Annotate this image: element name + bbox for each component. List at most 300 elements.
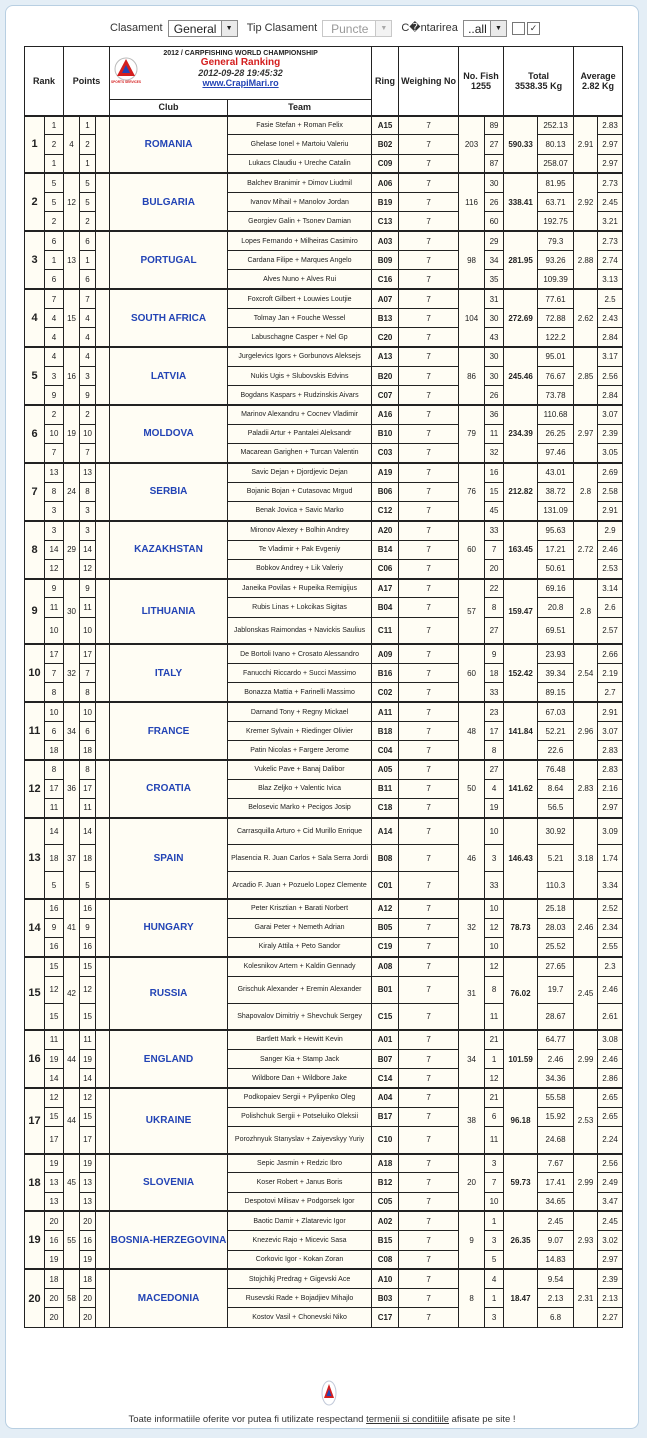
team-name: Garai Peter + Nemeth Adrian: [228, 918, 372, 937]
club-name: LITHUANIA: [110, 579, 228, 645]
ranking-datetime: 2012-09-28 19:45:32: [198, 68, 283, 78]
ring-cell: C12: [372, 501, 399, 520]
svg-text:SPORTS SERVICES: SPORTS SERVICES: [111, 80, 142, 84]
team-points: 20: [80, 1308, 96, 1327]
team-name: Nukis Ugis + Slubovskis Edvins: [228, 366, 372, 385]
team-total: 63.71: [538, 193, 574, 212]
country-points: 19: [64, 405, 80, 463]
weighing-cell: 7: [399, 1107, 459, 1126]
spacer-cell: [96, 760, 110, 818]
team-fish: 33: [485, 683, 504, 702]
team-rank: 2: [45, 212, 64, 231]
weighing-cell: 7: [399, 741, 459, 760]
country-total: 338.41: [504, 173, 538, 231]
club-name: BULGARIA: [110, 173, 228, 231]
country-total: 159.47: [504, 579, 538, 645]
cantarirea-label: C�ntarirea: [401, 22, 458, 35]
team-total: 50.61: [538, 559, 574, 578]
option-checkbox-2[interactable]: ✓: [527, 22, 540, 35]
team-fish: 27: [485, 760, 504, 779]
country-points: 4: [64, 116, 80, 174]
team-average: 2.24: [598, 1127, 623, 1154]
country-rank: 8: [25, 521, 45, 579]
team-fish: 10: [485, 818, 504, 845]
team-fish: 10: [485, 937, 504, 956]
team-name: Shapovalov Dimitriy + Shevchuk Sergey: [228, 1003, 372, 1030]
team-total: 39.34: [538, 664, 574, 683]
team-fish: 26: [485, 386, 504, 405]
country-points: 36: [64, 760, 80, 818]
ring-cell: C02: [372, 683, 399, 702]
country-fish: 34: [459, 1030, 485, 1088]
team-name: Baotic Damir + Zlatarevic Igor: [228, 1211, 372, 1230]
country-fish: 98: [459, 231, 485, 289]
ring-cell: C04: [372, 741, 399, 760]
team-rank: 20: [45, 1289, 64, 1308]
country-average: 2.31: [574, 1269, 598, 1327]
club-name: RUSSIA: [110, 957, 228, 1030]
country-points: 32: [64, 644, 80, 702]
team-total: 258.07: [538, 154, 574, 173]
team-rank: 9: [45, 918, 64, 937]
club-name: PORTUGAL: [110, 231, 228, 289]
country-average: 2.96: [574, 702, 598, 760]
weighing-cell: 7: [399, 1308, 459, 1327]
ranking-title: General Ranking: [200, 57, 281, 68]
team-rank: 6: [45, 721, 64, 740]
weighing-cell: 7: [399, 212, 459, 231]
team-average: 2.86: [598, 1069, 623, 1088]
team-rank: 4: [45, 347, 64, 366]
ring-cell: A09: [372, 644, 399, 663]
team-fish: 30: [485, 173, 504, 192]
team-points: 4: [80, 328, 96, 347]
country-average: 2.83: [574, 760, 598, 818]
team-name: Blaz Zeljko + Valentic Ivica: [228, 779, 372, 798]
team-total: 69.16: [538, 579, 574, 598]
team-name: Koser Robert + Janus Boris: [228, 1173, 372, 1192]
team-rank: 14: [45, 1069, 64, 1088]
table-row: [25, 405, 623, 424]
team-rank: 12: [45, 559, 64, 578]
spacer-cell: [96, 289, 110, 347]
ring-cell: B02: [372, 135, 399, 154]
table-row: [25, 521, 623, 540]
country-average: 2.54: [574, 644, 598, 702]
spacer-cell: [96, 405, 110, 463]
country-rank: 17: [25, 1088, 45, 1154]
team-rank: 12: [45, 1088, 64, 1107]
team-name: Labuschagne Casper + Nel Gp: [228, 328, 372, 347]
country-points: 44: [64, 1088, 80, 1154]
team-average: 2.58: [598, 482, 623, 501]
team-name: Fasie Stefan + Roman Felix: [228, 116, 372, 135]
ring-cell: B03: [372, 1289, 399, 1308]
team-average: 2.83: [598, 741, 623, 760]
table-row: [25, 818, 623, 845]
country-total: 78.73: [504, 899, 538, 957]
team-fish: 10: [485, 1192, 504, 1211]
ring-cell: C10: [372, 1127, 399, 1154]
team-name: Bonazza Mattia + Farinelli Massimo: [228, 683, 372, 702]
team-points: 20: [80, 1289, 96, 1308]
country-total: 272.69: [504, 289, 538, 347]
footer-notice: Toate informatiile oferite vor putea fi utilizate respectand termenii si conditiile afisate pe site !: [128, 1414, 516, 1425]
tip-clasament-select[interactable]: Puncte ▼: [322, 20, 392, 37]
site-link[interactable]: www.CrapiMari.ro: [202, 78, 279, 88]
team-average: 2.19: [598, 664, 623, 683]
weighing-cell: 7: [399, 899, 459, 918]
spacer-cell: [96, 957, 110, 1030]
team-total: 110.68: [538, 405, 574, 424]
team-fish: 26: [485, 193, 504, 212]
table-row: [25, 463, 623, 482]
team-average: 3.34: [598, 872, 623, 899]
team-points: 9: [80, 386, 96, 405]
club-name: ROMANIA: [110, 116, 228, 174]
country-average: 2.46: [574, 899, 598, 957]
country-average: 2.62: [574, 289, 598, 347]
team-name: Mironov Alexey + Bolhin Andrey: [228, 521, 372, 540]
weighing-cell: 7: [399, 289, 459, 308]
country-points: 41: [64, 899, 80, 957]
team-fish: 8: [485, 976, 504, 1003]
team-total: 14.83: [538, 1250, 574, 1269]
team-fish: 8: [485, 598, 504, 617]
weighing-cell: 7: [399, 1003, 459, 1030]
team-points: 14: [80, 1069, 96, 1088]
team-total: 122.2: [538, 328, 574, 347]
team-average: 2.56: [598, 1154, 623, 1173]
ring-cell: A06: [372, 173, 399, 192]
team-points: 7: [80, 444, 96, 463]
team-name: Bojanic Bojan + Cutasovac Mrgud: [228, 482, 372, 501]
team-fish: 35: [485, 270, 504, 289]
team-rank: 1: [45, 251, 64, 270]
country-rank: 4: [25, 289, 45, 347]
country-points: 12: [64, 173, 80, 231]
ring-cell: C15: [372, 1003, 399, 1030]
table-row: [25, 760, 623, 779]
team-average: 3.07: [598, 721, 623, 740]
country-rank: 15: [25, 957, 45, 1030]
team-rank: 15: [45, 1107, 64, 1126]
team-total: 2.46: [538, 1049, 574, 1068]
team-average: 3.02: [598, 1231, 623, 1250]
team-average: 3.05: [598, 444, 623, 463]
team-average: 2.46: [598, 1049, 623, 1068]
team-average: 2.16: [598, 779, 623, 798]
team-name: Bobkov Andrey + Lik Valeriy: [228, 559, 372, 578]
weighing-cell: 7: [399, 231, 459, 250]
sports-services-logo: [111, 57, 142, 85]
country-fish: 203: [459, 116, 485, 174]
team-total: 28.03: [538, 918, 574, 937]
team-name: Marinov Alexandru + Cocnev Vladimir: [228, 405, 372, 424]
weighing-cell: 7: [399, 1173, 459, 1192]
spacer-cell: [96, 818, 110, 899]
weighing-cell: 7: [399, 845, 459, 872]
country-total: 141.84: [504, 702, 538, 760]
country-rank: 3: [25, 231, 45, 289]
ring-cell: C18: [372, 799, 399, 818]
country-rank: 16: [25, 1030, 45, 1088]
weighing-cell: 7: [399, 598, 459, 617]
team-name: Jurgelevics Igors + Gorbunovs Aleksejs: [228, 347, 372, 366]
rank-header: Rank: [25, 47, 64, 116]
team-rank: 8: [45, 683, 64, 702]
team-average: 2.65: [598, 1107, 623, 1126]
country-average: 2.88: [574, 231, 598, 289]
team-rank: 18: [45, 741, 64, 760]
weighing-cell: 7: [399, 308, 459, 327]
table-row: [25, 899, 623, 918]
spacer-cell: [96, 1211, 110, 1269]
tip-clasament-label: Tip Clasament: [246, 22, 318, 35]
spacer-cell: [96, 1088, 110, 1154]
team-total: 80.13: [538, 135, 574, 154]
team-average: 2.73: [598, 173, 623, 192]
team-points: 13: [80, 1192, 96, 1211]
team-fish: 12: [485, 957, 504, 976]
weighing-cell: 7: [399, 154, 459, 173]
team-rank: 17: [45, 644, 64, 663]
team-points: 19: [80, 1250, 96, 1269]
team-fish: 45: [485, 501, 504, 520]
team-total: 7.67: [538, 1154, 574, 1173]
weighing-cell: 7: [399, 482, 459, 501]
team-fish: 33: [485, 521, 504, 540]
option-checkbox-1[interactable]: [512, 22, 525, 35]
table-row: [25, 957, 623, 976]
country-average: 2.99: [574, 1030, 598, 1088]
team-rank: 17: [45, 1127, 64, 1154]
ring-cell: B13: [372, 308, 399, 327]
ring-cell: B18: [372, 721, 399, 740]
team-total: 17.21: [538, 540, 574, 559]
team-total: 109.39: [538, 270, 574, 289]
team-rank: 2: [45, 405, 64, 424]
team-fish: 32: [485, 444, 504, 463]
team-name: Peter Krisztian + Barati Norbert: [228, 899, 372, 918]
team-fish: 1: [485, 1289, 504, 1308]
team-fish: 29: [485, 231, 504, 250]
team-points: 16: [80, 937, 96, 956]
team-points: 20: [80, 1211, 96, 1230]
country-fish: 116: [459, 173, 485, 231]
cantarirea-select[interactable]: ..all ▼: [463, 20, 507, 37]
team-rank: 10: [45, 702, 64, 721]
team-points: 15: [80, 1003, 96, 1030]
team-points: 5: [80, 872, 96, 899]
team-total: 110.3: [538, 872, 574, 899]
ring-cell: A13: [372, 347, 399, 366]
team-fish: 10: [485, 899, 504, 918]
table-row: [25, 347, 623, 366]
team-rank: 6: [45, 231, 64, 250]
weighing-cell: 7: [399, 193, 459, 212]
country-average: 2.93: [574, 1211, 598, 1269]
ring-cell: B16: [372, 664, 399, 683]
team-total: 20.8: [538, 598, 574, 617]
ring-cell: A02: [372, 1211, 399, 1230]
team-average: 2.83: [598, 116, 623, 135]
weighing-cell: 7: [399, 872, 459, 899]
weighing-cell: 7: [399, 1231, 459, 1250]
team-fish: 1: [485, 1211, 504, 1230]
country-average: 2.53: [574, 1088, 598, 1154]
weighing-cell: 7: [399, 1069, 459, 1088]
team-name: Macarean Garighen + Turcan Valentin: [228, 444, 372, 463]
spacer-cell: [96, 899, 110, 957]
team-points: 8: [80, 482, 96, 501]
ring-cell: B01: [372, 976, 399, 1003]
team-average: 2.39: [598, 424, 623, 443]
team-total: 89.15: [538, 683, 574, 702]
weighing-cell: 7: [399, 521, 459, 540]
ring-cell: A18: [372, 1154, 399, 1173]
team-fish: 7: [485, 540, 504, 559]
weighing-cell: 7: [399, 386, 459, 405]
ring-cell: A03: [372, 231, 399, 250]
ring-cell: C17: [372, 1308, 399, 1327]
team-rank: 10: [45, 617, 64, 644]
team-average: 2.43: [598, 308, 623, 327]
country-points: 16: [64, 347, 80, 405]
weighing-cell: 7: [399, 444, 459, 463]
club-name: BOSNIA-HERZEGOVINA: [110, 1211, 228, 1269]
team-total: 93.26: [538, 251, 574, 270]
ring-cell: C20: [372, 328, 399, 347]
team-name: Polishchuk Sergii + Potseluiko Oleksii: [228, 1107, 372, 1126]
country-total: 234.39: [504, 405, 538, 463]
team-rank: 3: [45, 521, 64, 540]
filter-bar: [6, 20, 638, 37]
team-total: 192.75: [538, 212, 574, 231]
team-points: 7: [80, 289, 96, 308]
team-average: 2.61: [598, 1003, 623, 1030]
team-rank: 20: [45, 1308, 64, 1327]
spacer-cell: [96, 1269, 110, 1327]
team-average: 2.45: [598, 193, 623, 212]
ring-cell: B09: [372, 251, 399, 270]
club-name: ENGLAND: [110, 1030, 228, 1088]
country-fish: 48: [459, 702, 485, 760]
ring-cell: B08: [372, 845, 399, 872]
team-points: 11: [80, 799, 96, 818]
team-total: 9.07: [538, 1231, 574, 1250]
team-average: 2.3: [598, 957, 623, 976]
team-points: 16: [80, 899, 96, 918]
ring-cell: C11: [372, 617, 399, 644]
team-total: 15.92: [538, 1107, 574, 1126]
weighing-cell: 7: [399, 579, 459, 598]
country-points: 45: [64, 1154, 80, 1212]
team-rank: 7: [45, 664, 64, 683]
team-total: 19.7: [538, 976, 574, 1003]
weighing-cell: 7: [399, 779, 459, 798]
team-rank: 19: [45, 1049, 64, 1068]
weighing-cell: 7: [399, 1088, 459, 1107]
team-points: 3: [80, 501, 96, 520]
team-rank: 14: [45, 818, 64, 845]
team-average: 3.09: [598, 818, 623, 845]
country-total: 152.42: [504, 644, 538, 702]
team-total: 52.21: [538, 721, 574, 740]
team-total: 77.61: [538, 289, 574, 308]
ring-cell: C05: [372, 1192, 399, 1211]
team-name: Georgiev Galin + Tsonev Damian: [228, 212, 372, 231]
team-name: Bogdans Kaspars + Rudzinskis Aivars: [228, 386, 372, 405]
ring-cell: C16: [372, 270, 399, 289]
team-rank: 13: [45, 1192, 64, 1211]
team-name: Balchev Branimir + Dimov Liudmil: [228, 173, 372, 192]
team-total: 22.6: [538, 741, 574, 760]
club-name: CROATIA: [110, 760, 228, 818]
team-total: 73.78: [538, 386, 574, 405]
team-name: Knezevic Rajo + Micevic Sasa: [228, 1231, 372, 1250]
team-name: Paladii Artur + Pantalei Aleksandr: [228, 424, 372, 443]
team-rank: 15: [45, 1003, 64, 1030]
team-fish: 3: [485, 1231, 504, 1250]
team-points: 12: [80, 559, 96, 578]
weighing-cell: 7: [399, 347, 459, 366]
ring-cell: B04: [372, 598, 399, 617]
team-average: 2.65: [598, 1088, 623, 1107]
club-name: LATVIA: [110, 347, 228, 405]
team-fish: 15: [485, 482, 504, 501]
team-name: Plasencia R. Juan Carlos + Sala Serra Jordi: [228, 845, 372, 872]
spacer-cell: [96, 579, 110, 645]
spacer-cell: [96, 116, 110, 174]
spacer-cell: [96, 1030, 110, 1088]
weighing-header: Weighing No: [399, 47, 459, 116]
weighing-cell: 7: [399, 1030, 459, 1049]
team-total: 67.03: [538, 702, 574, 721]
team-average: 2.6: [598, 598, 623, 617]
team-points: 17: [80, 1127, 96, 1154]
team-total: 9.54: [538, 1269, 574, 1288]
team-points: 15: [80, 957, 96, 976]
weighing-cell: 7: [399, 918, 459, 937]
country-points: 44: [64, 1030, 80, 1088]
team-total: 72.88: [538, 308, 574, 327]
club-header: Club: [110, 100, 228, 116]
country-average: 2.45: [574, 957, 598, 1030]
terms-link[interactable]: termenii si conditiile: [366, 1414, 449, 1425]
team-average: 2.56: [598, 366, 623, 385]
country-points: 13: [64, 231, 80, 289]
team-fish: 11: [485, 1003, 504, 1030]
team-name: Arcadio F. Juan + Pozuelo Lopez Clemente: [228, 872, 372, 899]
team-fish: 27: [485, 617, 504, 644]
team-points: 15: [80, 1107, 96, 1126]
ring-cell: C09: [372, 154, 399, 173]
team-points: 18: [80, 845, 96, 872]
team-rank: 15: [45, 957, 64, 976]
ring-cell: C06: [372, 559, 399, 578]
team-name: Patin Nicolas + Fargere Jerome: [228, 741, 372, 760]
country-fish: 20: [459, 1154, 485, 1212]
clasament-select[interactable]: General ▼: [168, 20, 238, 37]
team-fish: 3: [485, 845, 504, 872]
country-points: 55: [64, 1211, 80, 1269]
country-rank: 14: [25, 899, 45, 957]
country-rank: 18: [25, 1154, 45, 1212]
team-points: 4: [80, 308, 96, 327]
team-points: 7: [80, 664, 96, 683]
team-rank: 3: [45, 501, 64, 520]
